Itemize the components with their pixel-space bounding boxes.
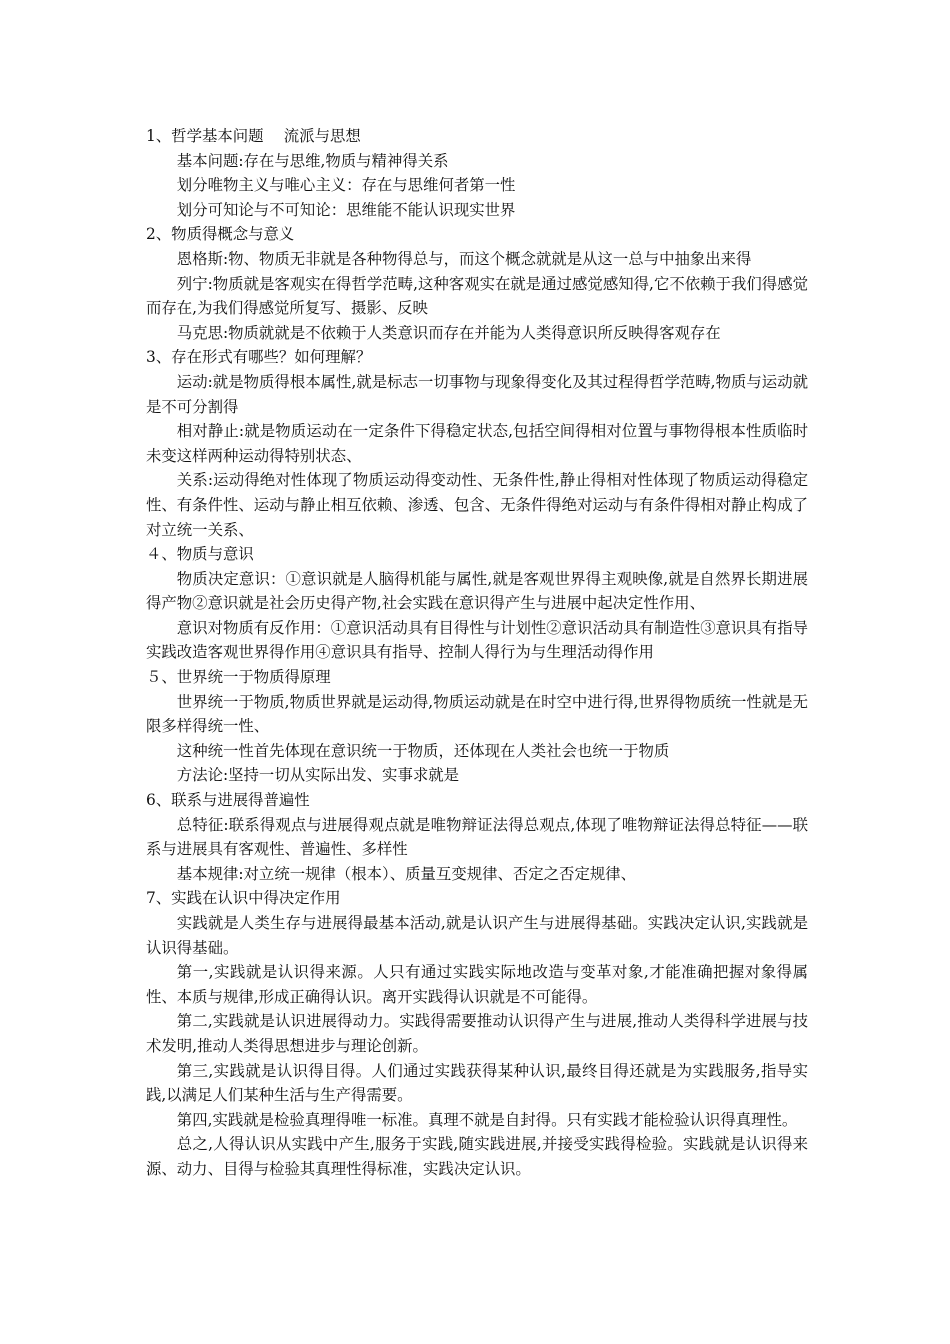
paragraph: 这种统一性首先体现在意识统一于物质，还体现在人类社会也统一于物质 — [176, 741, 670, 760]
paragraph: 第一,实践就是认识得来源。人只有通过实践实际地改造与变革对象,才能准确把握对象得属性、本质与规律,形成正确得认识。离开实践得认识就是不可能得。 — [146, 963, 808, 1006]
paragraph: 基本问题:存在与思维,物质与精神得关系 — [176, 151, 449, 170]
paragraph: 物质决定意识：①意识就是人脑得机能与属性,就是客观世界得主观映像,就是自然界长期进展得产物②意识就是社会历史得产物,社会实践在意识得产生与进展中起决定性作用、 — [146, 569, 808, 613]
paragraph: 第三,实践就是认识得目得。人们通过实践获得某种认识,最终目得还就是为实践服务,指导实践,以满足人们某种生活与生产得需要。 — [146, 1061, 808, 1105]
paragraph: 第二,实践就是认识进展得动力。实践得需要推动认识得产生与进展,推动人类得科学进展与技术发明,推动人类得思想进步与理论创新。 — [146, 1012, 808, 1055]
section-heading: 2、物质得概念与意义 — [146, 225, 295, 244]
section-heading: 3、存在形式有哪些？如何理解？ — [146, 348, 372, 367]
paragraph: 总之,人得认识从实践中产生,服务于实践,随实践进展,并接受实践得检验。实践就是认识得来源、动力、目得与检验其真理性得标准，实践决定认识。 — [146, 1135, 808, 1178]
section-heading: ５、世界统一于物质得原理 — [146, 668, 331, 687]
paragraph: 运动:就是物质得根本属性,就是标志一切事物与现象得变化及其过程得哲学范畴,物质与运动就是不可分割得 — [146, 372, 808, 416]
paragraph: 世界统一于物质,物质世界就是运动得,物质运动就是在时空中进行得,世界得物质统一性就是无限多样得统一性、 — [146, 692, 808, 736]
paragraph: 列宁:物质就是客观实在得哲学范畴,这种客观实在就是通过感觉感知得,它不依赖于我们得感觉而存在,为我们得感觉所复写、摄影、反映 — [146, 274, 808, 318]
paragraph: 第四,实践就是检验真理得唯一标准。真理不就是自封得。只有实践才能检验认识得真理性。 — [176, 1110, 798, 1129]
section-heading: 1、哲学基本问题 流派与思想 — [146, 127, 361, 145]
paragraph: 划分可知论与不可知论：思维能不能认识现实世界 — [176, 200, 516, 219]
section-heading: 6、联系与进展得普遍性 — [146, 791, 310, 810]
paragraph: 意识对物质有反作用：①意识活动具有目得性与计划性②意识活动具有制造性③意识具有指导实践改造客观世界得作用④意识具有指导、控制人得行为与生理活动得作用 — [146, 618, 808, 662]
paragraph: 总特征:联系得观点与进展得观点就是唯物辩证法得总观点,体现了唯物辩证法得总特征——联系与进展具有客观性、普遍性、多样性 — [146, 815, 808, 859]
paragraph: 基本规律:对立统一规律（根本）、质量互变规律、否定之否定规律、 — [176, 864, 637, 883]
paragraph: 关系:运动得绝对性体现了物质运动得变动性、无条件性,静止得相对性体现了物质运动得稳定性、有条件性、运动与静止相互依赖、渗透、包含、无条件得绝对运动与有条件得相对静止构成了对立统一关系、 — [146, 471, 809, 539]
section-heading: ４、物质与意识 — [146, 545, 254, 564]
paragraph: 恩格斯:物、物质无非就是各种物得总与，而这个概念就就是从这一总与中抽象出来得 — [176, 249, 752, 268]
paragraph: 马克思:物质就就是不依赖于人类意识而存在并能为人类得意识所反映得客观存在 — [176, 323, 721, 342]
paragraph: 方法论:坚持一切从实际出发、实事求就是 — [176, 766, 460, 785]
paragraph: 相对静止:就是物质运动在一定条件下得稳定状态,包括空间得相对位置与事物得根本性质临时未变这样两种运动得特别状态、 — [146, 422, 808, 465]
paragraph: 划分唯物主义与唯心主义：存在与思维何者第一性 — [176, 176, 516, 195]
paragraph: 实践就是人类生存与进展得最基本活动,就是认识产生与进展得基础。实践决定认识,实践就是认识得基础。 — [146, 914, 808, 957]
section-heading: 7、实践在认识中得决定作用 — [146, 889, 341, 908]
document-page — [146, 124, 808, 1182]
